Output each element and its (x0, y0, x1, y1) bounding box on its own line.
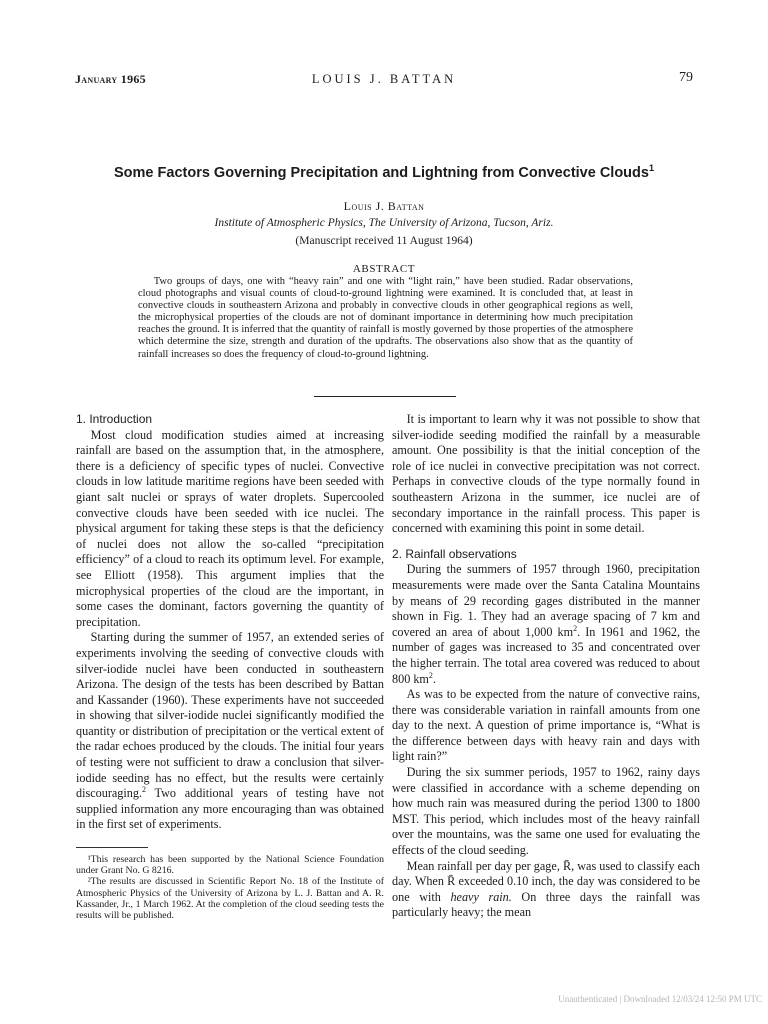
article-title (60, 163, 708, 181)
paragraph (392, 859, 700, 921)
paragraph-text: During the summers of 1957 through 1960, precipitation measurements were made over the Santa Catalina Mountains by means of 29 recording gages distributed in the manner shown in Fig. 1. They had an average spacing of 7 km and covered an area of about 1,000 km (392, 562, 700, 639)
section-heading-rainfall: 2. Rainfall observations (392, 546, 517, 561)
article-author: Louis J. Battan (343, 199, 425, 213)
running-author: LOUIS J. BATTAN (311, 72, 457, 86)
right-column (392, 412, 700, 921)
superscript: 2 (428, 670, 433, 680)
footnote-mark: 2 (142, 785, 147, 795)
paragraph-text: Two additional years of testing have not supplied information any more encouraging than was obtained in the first set of experiments. (76, 786, 384, 832)
footnote: ¹This research has been supported by the National Science Foundation under Grant No. G 8216. (76, 854, 384, 877)
section-divider (314, 396, 456, 397)
paragraph: As was to be expected from the nature of convective rains, there was considerable variation in rainfall amounts from one day to the next. A question of prime importance is, “What is the difference between days with heavy rain and days with light rain?” (392, 687, 700, 764)
title-footnote-mark: 1 (648, 163, 654, 173)
footnotes (76, 854, 384, 921)
download-watermark: Unauthenticated | Downloaded 12/03/24 12:50 PM UTC (558, 994, 762, 1004)
paragraph-text: On three days the rainfall was particularly heavy; the mean (392, 889, 701, 920)
article-title-text: Some Factors Governing Precipitation and Lightning from Convective Clouds (114, 164, 649, 181)
abstract-heading: ABSTRACT (352, 263, 416, 275)
paragraph: During the six summer periods, 1957 to 1962, rainy days were classified in accordance with a scheme depending on how much rain was measured during the period 1300 to 1800 MST. This period, which includes most of the heavy rainfall over the mountains, was the same one used for evaluating the effects of the cloud seeding. (392, 765, 700, 858)
issue-date: January 1965 (75, 72, 146, 86)
author-affiliation: Institute of Atmospheric Physics, The University of Arizona, Tucson, Ariz. (214, 217, 554, 229)
paragraph-text: . In 1961 and 1962, the number of gages was increased to 35 and concentrated over the higher terrain. The total area covered was reduced to about 800 km (392, 624, 700, 686)
manuscript-received: (Manuscript received 11 August 1964) (295, 235, 473, 247)
left-column (76, 412, 384, 921)
paragraph: It is important to learn why it was not possible to show that silver-iodide seeding modified the rainfall by a measurable amount. One possibility is that the initial conception of the role of ice nuclei in convective precipitation was not correct. Perhaps in convective clouds of the type normally found in southeastern Arizona in the summer, ice nuclei are of secondary importance in the rainfall process. This paper is concerned with examining this point in some detail. (392, 412, 700, 536)
running-head (75, 72, 693, 88)
section-heading-introduction: 1. Introduction (76, 412, 153, 426)
paragraph-text: . (432, 671, 436, 686)
abstract-text: Two groups of days, one with “heavy rain” and one with “light rain,” have been studied. Radar observations, cloud photographs and visual counts of cloud-to-ground lightning were examined. It is concluded that, at least in convective clouds in southeastern Arizona and probably in convective clouds in other geographical regions as well, the microphysical properties of the clouds are not of dominant importance in determining how much precipitation reaches the ground. It is inferred that the quantity of rainfall is mostly governed by those properties of the atmosphere which determine the size, strength and duration of the updrafts. The observations also show that as the quantity of rainfall increases so does the frequency of cloud-to-ground lightning. (138, 276, 633, 360)
paragraph (392, 562, 700, 687)
emphasis: heavy rain. (450, 889, 512, 904)
page-number: 79 (679, 70, 693, 85)
paragraph-text: Starting during the summer of 1957, an extended series of experiments involving the seeding of convective clouds with silver-iodide nuclei have been conducted in southeastern Arizona. The design of the tests has been described by Battan and Kassander (1960). These experiments have not succeeded in showing that silver-iodide nuclei significantly modified the quantity or distribution of precipitation or the vertical extent of the radar echoes produced by the clouds. The initial four years of testing were not sufficient to draw a conclusion that silver-iodide seeding has no effect, but the results were certainly discouraging. (76, 630, 384, 801)
paragraph (76, 630, 384, 833)
footnote-divider (76, 847, 148, 848)
paragraph-text: Mean rainfall per day per gage, R̄, was used to classify each day. When R̄ exceeded 0.10 inch, the day was considered to be one with (392, 858, 700, 904)
footnote: ²The results are discussed in Scientific Report No. 18 of the Institute of Atmospheric Physics of the University of Arizona by L. J. Battan and A. R. Kassander, Jr., 1 March 1962. At the completion of the cloud seeding tests the results will be published. (76, 876, 384, 922)
superscript: 2 (573, 623, 578, 633)
paragraph: Most cloud modification studies aimed at increasing rainfall are based on the assumption that, in the atmosphere, there is a deficiency of specific types of nuclei. Convective clouds in low latitude maritime regions have been seeded with giant salt nuclei or sprays of water droplets. Supercooled convective clouds have been seeded with ice nuclei. The physical argument for taking these steps is that the deficiency of nuclei does not allow the so-called “precipitation efficiency” of a cloud to reach its optimum level. For example, see Elliott (1958). This argument implies that the microphysical properties of the cloud are the important, in some cases the dominant, factors governing the quantity of precipitation. (76, 427, 384, 629)
